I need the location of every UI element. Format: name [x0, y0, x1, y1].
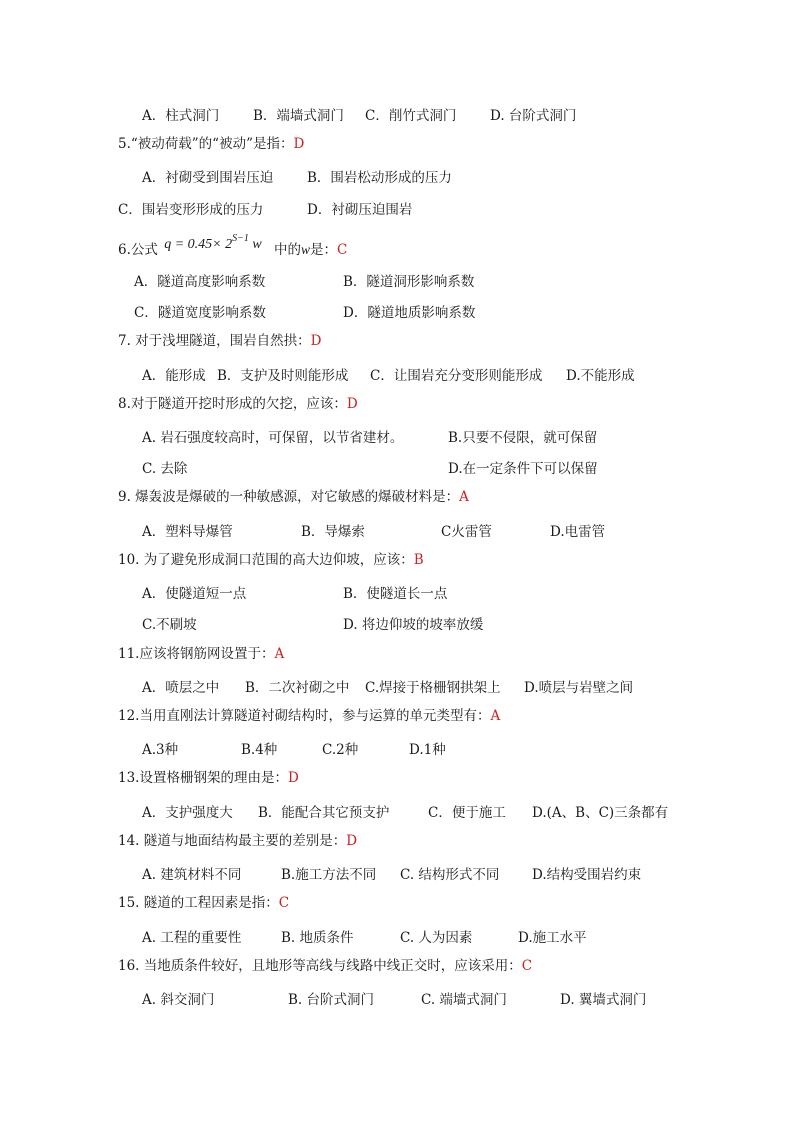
q9-option-d: D.电雷管: [550, 524, 606, 540]
q11-question: [118, 645, 284, 663]
q15-question: [118, 894, 289, 912]
q14-option-d: D.结构受围岩约束: [532, 867, 642, 883]
q7-question: [118, 332, 322, 350]
q12-option-d: D.1种: [409, 742, 446, 758]
q11-option-d: D.喷层与岩壁之间: [524, 680, 634, 696]
q6-option-b: B．隧道洞形影响系数: [343, 274, 475, 290]
q15-stem: 15. 隧道的工程因素是指：: [118, 895, 279, 911]
q8-option-b: B.只要不侵限，就可保留: [448, 430, 598, 446]
q12-option-a: A.3种: [142, 742, 179, 758]
q12-option-b: B.4种: [241, 742, 278, 758]
q15-option-c: C. 人为因素: [400, 930, 473, 946]
q7-option-c: C．让围岩充分变形则能形成: [370, 368, 543, 384]
q13-option-c: C．便于施工: [428, 805, 506, 821]
q4-option-b: B．端墙式洞门: [253, 108, 344, 124]
q4-option-c: C．削竹式洞门: [365, 108, 457, 124]
q6-formula-main: q = 0.45× 2: [164, 237, 233, 252]
q7-answer: D: [310, 333, 322, 349]
q11-answer: A: [274, 646, 285, 662]
q13-option-b: B．能配合其它预支护: [258, 805, 390, 821]
q5-answer: D: [293, 136, 305, 152]
q6-stem-prefix: 6.公式: [118, 242, 158, 258]
q10-stem: 10. 为了避免形成洞口范围的高大边仰坡，应该：: [118, 552, 414, 568]
q13-option-a: A．支护强度大: [142, 805, 233, 821]
q9-answer: A: [459, 489, 469, 505]
q15-option-a: A. 工程的重要性: [142, 930, 242, 946]
q9-option-b: B．导爆索: [301, 524, 365, 540]
q16-option-b: B. 台阶式洞门: [288, 992, 375, 1008]
q15-option-b: B. 地质条件: [281, 930, 354, 946]
q6-answer: C: [337, 242, 348, 258]
q8-option-d: D.在一定条件下可以保留: [448, 461, 598, 477]
q10-option-b: B．使隧道长一点: [343, 586, 448, 602]
q13-option-d: D.(A、B、C)三条都有: [532, 805, 669, 821]
q7-stem: 7. 对于浅埋隧道，围岩自然拱：: [118, 333, 311, 349]
q6-option-d: D．隧道地质影响系数: [343, 305, 476, 321]
q4-option-a: A．柱式洞门: [142, 108, 220, 124]
q14-answer: D: [346, 833, 358, 849]
q6-stem-end: 是：: [310, 242, 337, 258]
q13-stem: 13.设置格栅钢架的理由是：: [118, 770, 288, 786]
q10-option-a: A．使隧道短一点: [142, 586, 247, 602]
q14-option-a: A. 建筑材料不同: [142, 867, 242, 883]
q10-option-c: C.不刷坡: [142, 617, 197, 633]
q16-option-a: A. 斜交洞门: [142, 992, 215, 1008]
q12-answer: A: [490, 708, 501, 724]
q14-option-b: B.施工方法不同: [281, 867, 377, 883]
q6-formula-exponent: S−1: [232, 233, 249, 244]
q7-option-a: A．能形成: [142, 368, 206, 384]
q6-stem-suffix: 中的: [273, 242, 301, 258]
q14-question: [118, 832, 357, 850]
q8-option-c: C. 去除: [142, 461, 188, 477]
q11-option-c: C.焊接于格栅钢拱架上: [365, 680, 501, 696]
q14-option-c: C. 结构形式不同: [400, 867, 500, 883]
q14-stem: 14. 隧道与地面结构最主要的差别是：: [118, 833, 347, 849]
q15-answer: C: [278, 895, 290, 911]
q11-stem: 11.应该将钢筋网设置于：: [118, 646, 275, 662]
q11-option-b: B．二次衬砌之中: [245, 680, 350, 696]
q16-stem: 16. 当地质条件较好，且地形等高线与线路中线正交时，应该采用：: [118, 958, 522, 974]
q16-option-d: D. 翼墙式洞门: [560, 992, 647, 1008]
q9-stem: 9. 爆轰波是爆破的一种敏感源，对它敏感的爆破材料是：: [118, 489, 460, 505]
q6-w-symbol: w: [300, 242, 310, 257]
q16-answer: C: [521, 958, 533, 974]
q9-option-c: C火雷管: [441, 524, 492, 540]
q6-formula: [164, 230, 262, 254]
q5-question: [118, 135, 304, 153]
q8-question: [118, 395, 358, 413]
q10-option-d: D. 将边仰坡的坡率放缓: [343, 617, 484, 633]
q10-answer: B: [413, 552, 424, 568]
q13-question: [118, 769, 299, 787]
q6-formula-w: w: [252, 237, 262, 252]
q12-question: [118, 707, 500, 725]
q6-option-a: A．隧道高度影响系数: [134, 274, 266, 290]
q8-answer: D: [346, 396, 358, 412]
q12-option-c: C.2种: [322, 742, 359, 758]
q8-stem: 8.对于隧道开挖时形成的欠挖，应该：: [118, 396, 347, 412]
q10-question: [118, 551, 424, 569]
q4-option-d: D. 台阶式洞门: [490, 108, 577, 124]
q5-option-d: D．衬砌压迫围岩: [307, 202, 413, 218]
q7-option-d: D.不能形成: [566, 368, 635, 384]
q5-option-c: C．围岩变形形成的压力: [118, 202, 264, 218]
q13-answer: D: [287, 770, 299, 786]
q7-option-b: B．支护及时则能形成: [217, 368, 349, 384]
q9-option-a: A．塑料导爆管: [142, 524, 233, 540]
q8-option-a: A. 岩石强度较高时，可保留，以节省建材。: [142, 430, 404, 446]
q9-question: [118, 488, 469, 506]
q16-option-c: C. 端墙式洞门: [421, 992, 507, 1008]
q11-option-a: A．喷层之中: [142, 680, 220, 696]
q6-option-c: C．隧道宽度影响系数: [134, 305, 266, 321]
q5-stem: 5.“被动荷载”的“被动”是指：: [118, 136, 294, 152]
q5-option-b: B．围岩松动形成的压力: [307, 170, 452, 186]
q6-question: [118, 233, 348, 260]
q12-stem: 12.当用直刚法计算隧道衬砌结构时，参与运算的单元类型有：: [118, 708, 491, 724]
q5-option-a: A．衬砌受到围岩压迫: [142, 170, 274, 186]
q15-option-d: D.施工水平: [518, 930, 587, 946]
q16-question: [118, 957, 532, 975]
